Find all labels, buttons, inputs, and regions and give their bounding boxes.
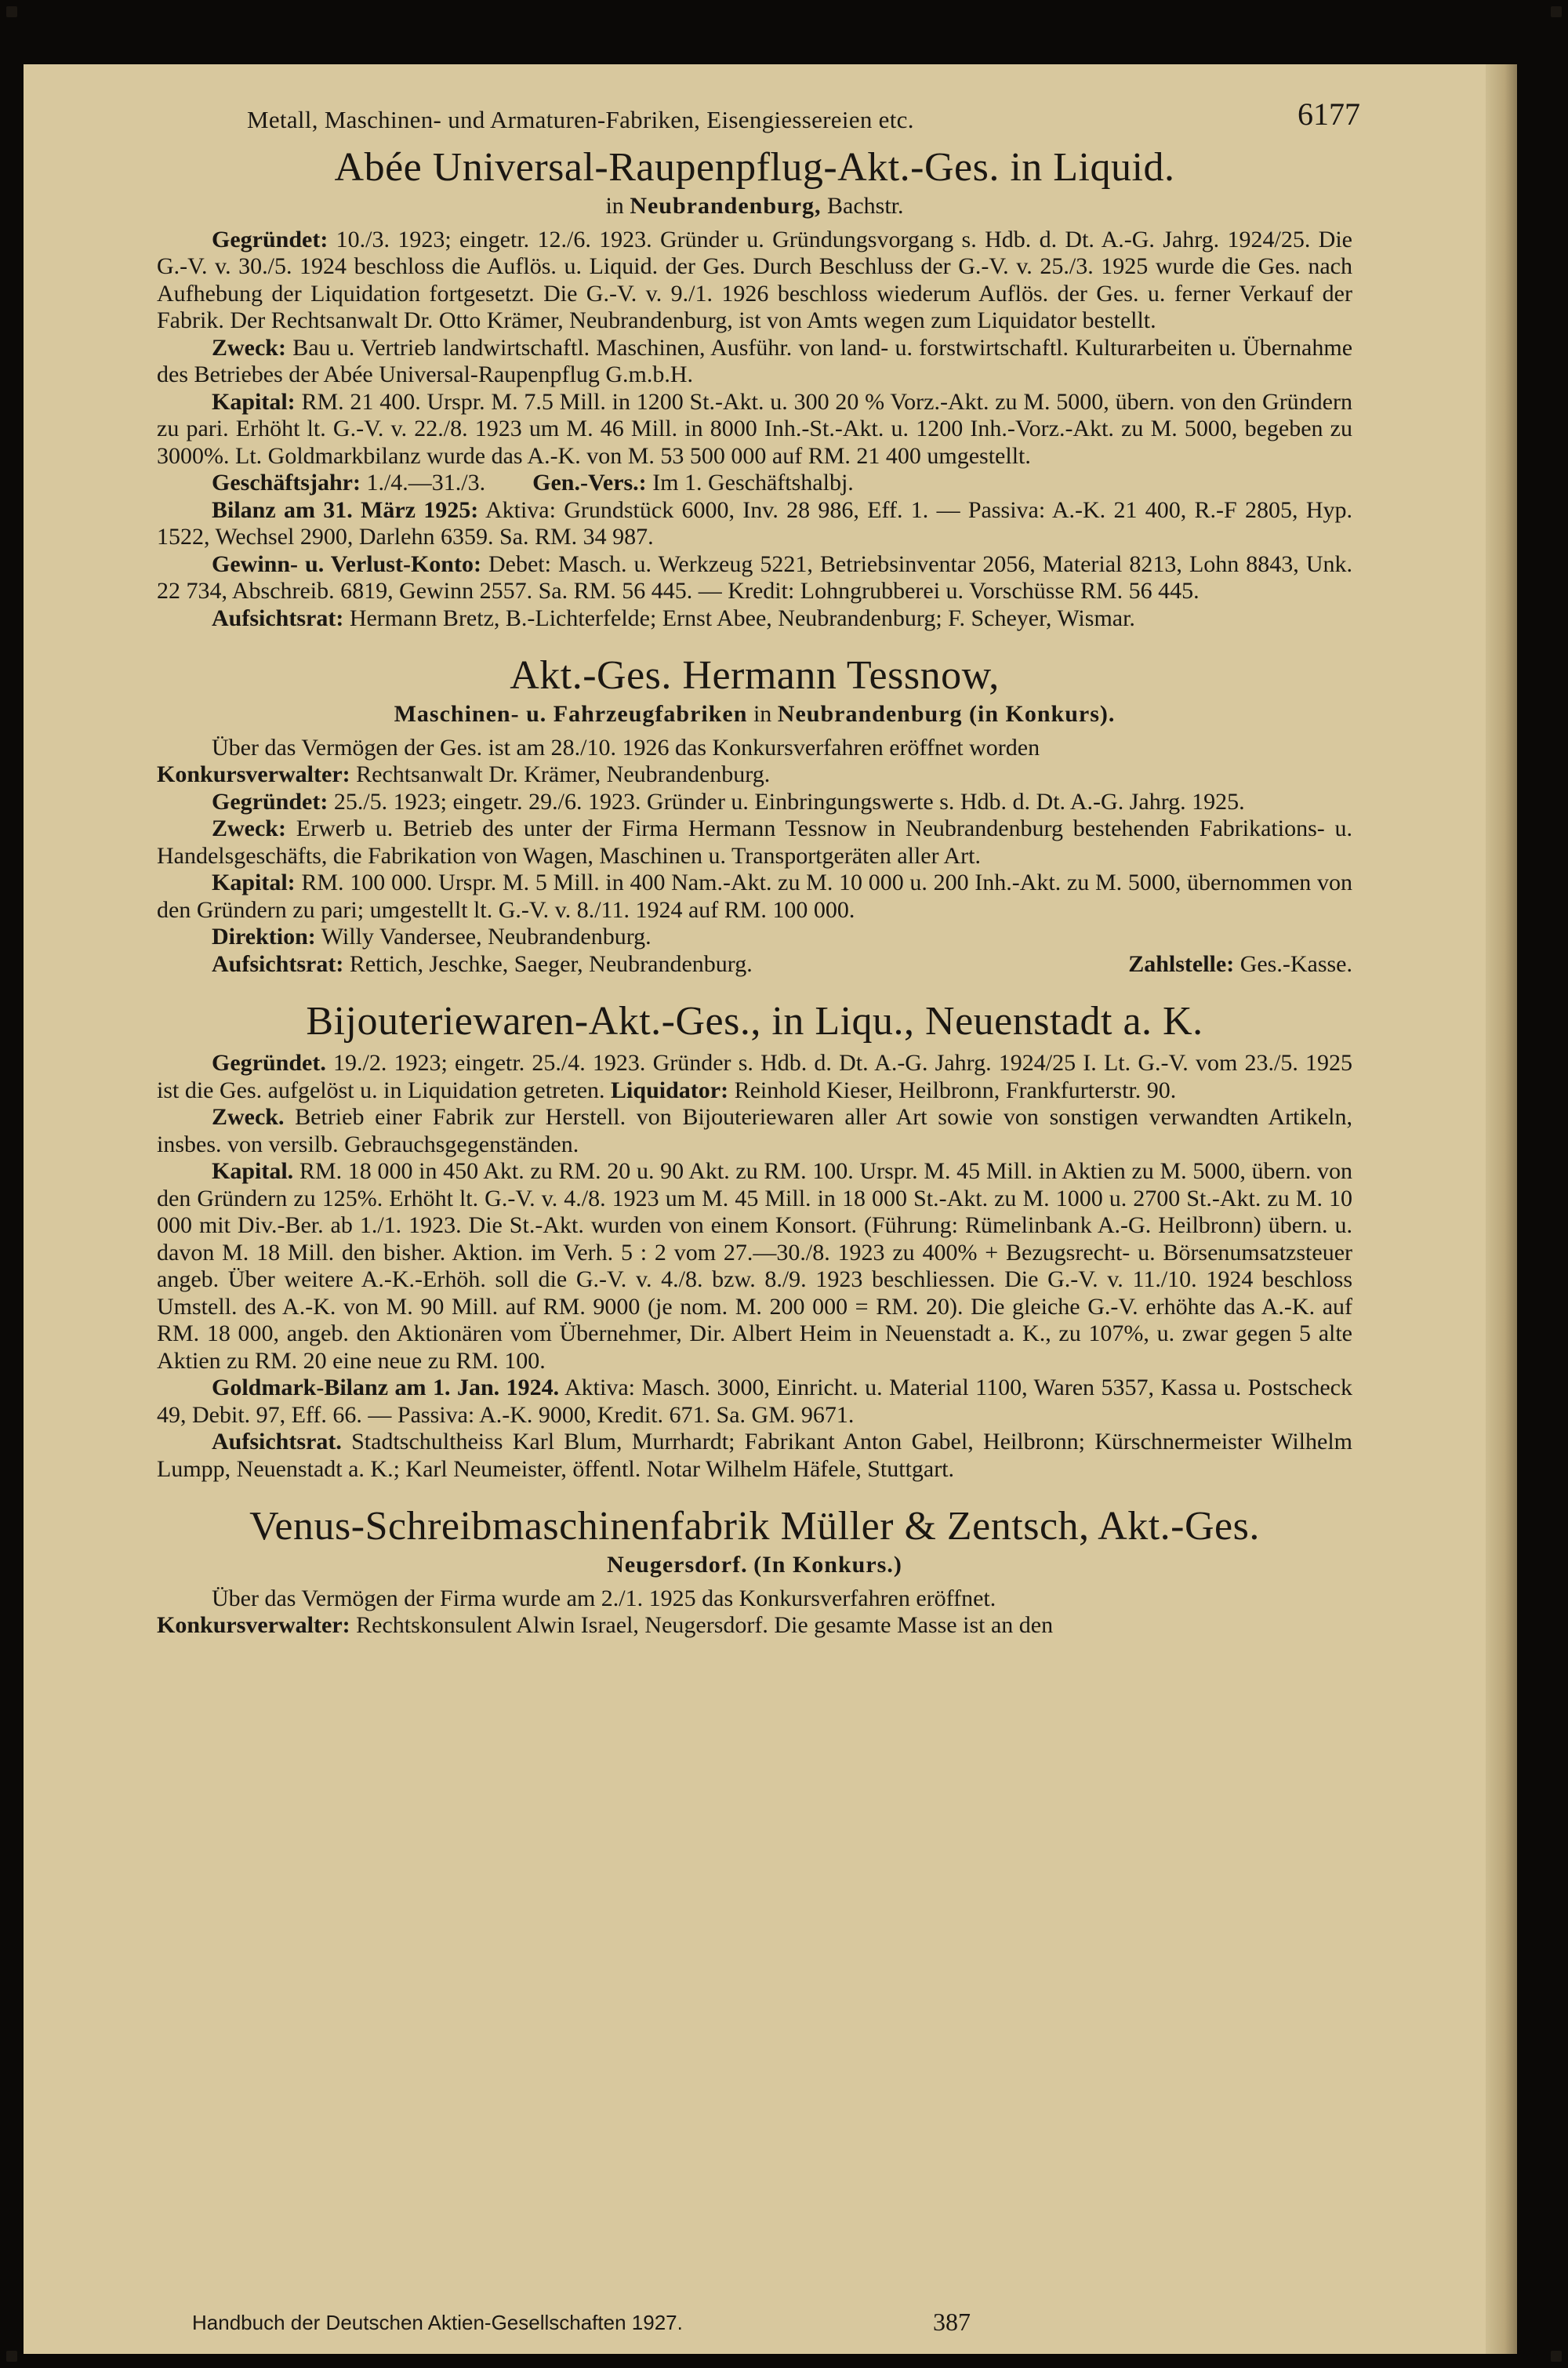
company-entry [157,144,1352,632]
footer-page-number: 387 [933,2308,971,2336]
company-subtitle: Maschinen- u. Fahrzeugfabriken in Neubrandenburg (in Konkurs). [394,701,1116,727]
company-subtitle: Neugersdorf. (In Konkurs.) [607,1552,902,1578]
paragraph: Gegründet: 10./3. 1923; eingetr. 12./6. 1923. Gründer u. Gründungsvorgang s. Hdb. d. Dt. A.-G. Jahrg. 1924/25. Die G.-V. v. 30./5. 1924 beschloss die Auflös. u. Liquid. der Ges. Durch Beschluss der G.-V. v. 25./3. 1925 wurde die Ges. nach Aufhebung der Liquidation fortgesetzt. Die G.-V. v. 9./1. 1926 beschloss wiederum Auflös. der Ges. u. ferner Verkauf der Fabrik. Der Rechtsanwalt Dr. Otto Krämer, Neubrandenburg, ist von Amts wegen zum Liquidator bestellt. [157,226,1352,333]
company-entry [157,998,1352,1483]
company-entry [157,652,1352,978]
paragraph: Konkursverwalter: Rechtskonsulent Alwin Israel, Neugersdorf. Die gesamte Masse ist an den [157,1612,1054,1638]
paragraph: Aufsichtsrat. Stadtschultheiss Karl Blum, Murrhardt; Fabrikant Anton Gabel, Heilbronn; Kürschnermeister Wilhelm Lumpp, Neuenstadt a. K.; Karl Neumeister, öffentl. Notar Wilhelm Häfele, Stuttgart. [157,1429,1352,1482]
paragraph: Aufsichtsrat: Rettich, Jeschke, Saeger, Neubrandenburg. Zahlstelle: Ges.-Kasse. [212,950,1352,977]
paragraph: Konkursverwalter: Rechtsanwalt Dr. Krämer, Neubrandenburg. [157,761,771,787]
paragraph: Zweck: Erwerb u. Betrieb des unter der Firma Hermann Tessnow in Neubrandenburg bestehenden Fabrikations- u. Handelsgeschäfts, die Fabrikation von Wagen, Maschinen u. Transportgeräten aller Art. [157,815,1352,869]
paragraph: Gewinn- u. Verlust-Konto: Debet: Masch. u. Werkzeug 5221, Betriebsinventar 2056, Material 8213, Lohn 8843, Unk. 22 734, Abschreib. 6819, Gewinn 2557. Sa. RM. 56 445. — Kredit: Lohngrubberei u. Vorschüsse RM. 56 445. [157,550,1353,604]
paragraph: Kapital: RM. 100 000. Urspr. M. 5 Mill. in 400 Nam.-Akt. zu M. 10 000 u. 200 Inh.-Akt. zu M. 5000, übernommen von den Gründern zu pari; umgestellt lt. G.-V. v. 8./11. 1924 auf RM. 100 000. [157,870,1352,923]
footer-book-title: Handbuch der Deutschen Aktien-Gesellschaften 1927. [192,2311,683,2334]
company-title: Akt.-Ges. Hermann Tessnow, [510,653,1000,698]
company-title: Abée Universal-Raupenpflug-Akt.-Ges. in Liquid. [334,145,1175,190]
paragraph: Zweck: Bau u. Vertrieb landwirtschaftl. Maschinen, Ausführ. von land- u. forstwirtschaftl. Kulturarbeiten u. Übernahme des Betriebes der Abée Universal-Raupenpflug G.m.b.H. [157,334,1353,387]
scan-corner-mark [1551,6,1562,17]
paragraph: Kapital. RM. 18 000 in 450 Akt. zu RM. 20 u. 90 Akt. zu RM. 100. Urspr. M. 45 Mill. in Aktien zu M. 5000, übern. von den Gründern zu 125%. Erhöht lt. G.-V. v. 4./8. 1923 um M. 45 Mill. in 18 000 St.-Akt. zu M. 1000 u. 2700 St.-Akt. zu M. 10 000 mit Div.-Ber. ab 1./1. 1923. Die St.-Akt. wurden von einem Konsort. (Führung: Rümelinbank A.-G. Heilbronn) übern. u. davon M. 18 Mill. den bisher. Aktion. im Verh. 5 : 2 vom 27.—30./8. 1923 zu 400% + Bezugsrecht- u. Börsenumsatzsteuer angeb. Über weitere A.-K.-Erhöh. soll die G.-V. v. 4./8. bzw. 8./9. 1923 beschliessen. Die G.-V. v. 11./10. 1924 beschloss Umstell. des A.-K. von M. 90 Mill. auf RM. 9000 (je nom. M. 200 000 = RM. 20). Die gleiche G.-V. erhöhte das A.-K. auf RM. 18 000, angeb. den Aktionären vom Übernehmer, Dir. Albert Heim in Neuenstadt a. K., zu 107%, u. zwar gegen 5 alte Aktien zu RM. 20 eine neue zu RM. 100. [157,1158,1353,1374]
paragraph: Direktion: Willy Vandersee, Neubrandenburg. [212,924,652,950]
paragraph: Über das Vermögen der Firma wurde am 2./1. 1925 das Konkursverfahren eröffnet. [212,1585,996,1611]
company-entry [157,1503,1352,1640]
paragraph: Aufsichtsrat: Hermann Bretz, B.-Lichterfelde; Ernst Abee, Neubrandenburg; F. Scheyer, Wismar. [212,605,1135,631]
scan-corner-mark [1551,2351,1562,2362]
company-title: Venus-Schreibmaschinenfabrik Müller & Zentsch, Akt.-Ges. [249,1504,1260,1549]
book-page [24,64,1517,2354]
scan-corner-mark [6,2351,17,2362]
paragraph: Über das Vermögen der Ges. ist am 28./10. 1926 das Konkursverfahren eröffnet worden [212,734,1040,761]
paragraph: Bilanz am 31. März 1925: Aktiva: Grundstück 6000, Inv. 28 986, Eff. 1. — Passiva: A.-K. 21 400, R.-F 2805, Hyp. 1522, Wechsel 2900, Darlehn 6359. Sa. RM. 34 987. [157,496,1352,550]
paragraph: Goldmark-Bilanz am 1. Jan. 1924. Aktiva: Masch. 3000, Einricht. u. Material 1100, Waren 5357, Kassa u. Postscheck 49, Debit. 97, Eff. 66. — Passiva: A.-K. 9000, Kredit. 671. Sa. GM. 9671. [157,1375,1352,1428]
company-location: in Neubrandenburg, Bachstr. [605,193,904,219]
page-edge [1486,64,1517,2354]
paragraph: Gegründet: 25./5. 1923; eingetr. 29./6. 1923. Gründer u. Einbringungswerte s. Hdb. d. Dt. A.-G. Jahrg. 1925. [212,788,1245,815]
paragraph: Geschäftsjahr: 1./4.—31./3. Gen.-Vers.: Im 1. Geschäftshalbj. [212,470,854,496]
paragraph: Gegründet. 19./2. 1923; eingetr. 25./4. 1923. Gründer s. Hdb. d. Dt. A.-G. Jahrg. 1924/25 I. Lt. G.-V. vom 23./5. 1925 ist die Ges. aufgelöst u. in Liquidation getreten. Liquidator: Reinhold Kieser, Heilbronn, Frankfurterstr. 90. [157,1050,1352,1103]
company-title: Bijouteriewaren-Akt.-Ges., in Liqu., Neuenstadt a. K. [306,999,1203,1044]
running-head [157,96,1360,144]
paragraph: Zweck. Betrieb einer Fabrik zur Herstell. von Bijouteriewaren aller Art sowie von sonstigen verwandten Artikeln, insbes. von versilb. Gebrauchsgegenständen. [157,1104,1352,1157]
paragraph: Kapital: RM. 21 400. Urspr. M. 7.5 Mill. in 1200 St.-Akt. u. 300 20 % Vorz.-Akt. zu M. 5000, übern. von den Gründern zu pari. Erhöht lt. G.-V. v. 22./8. 1923 um M. 46 Mill. in 8000 Inh.-St.-Akt. u. 1200 Inh.-Vorz.-Akt. zu M. 5000, begeben zu 3000%. Lt. Goldmarkbilanz wurde das A.-K. von M. 53 500 000 auf RM. 21 400 umgestellt. [157,388,1352,469]
running-title: Metall, Maschinen- und Armaturen-Fabriken, Eisengiessereien etc. [247,106,914,133]
page-content [157,96,1360,1660]
page-number: 6177 [1298,96,1360,132]
scan-corner-mark [6,6,17,17]
